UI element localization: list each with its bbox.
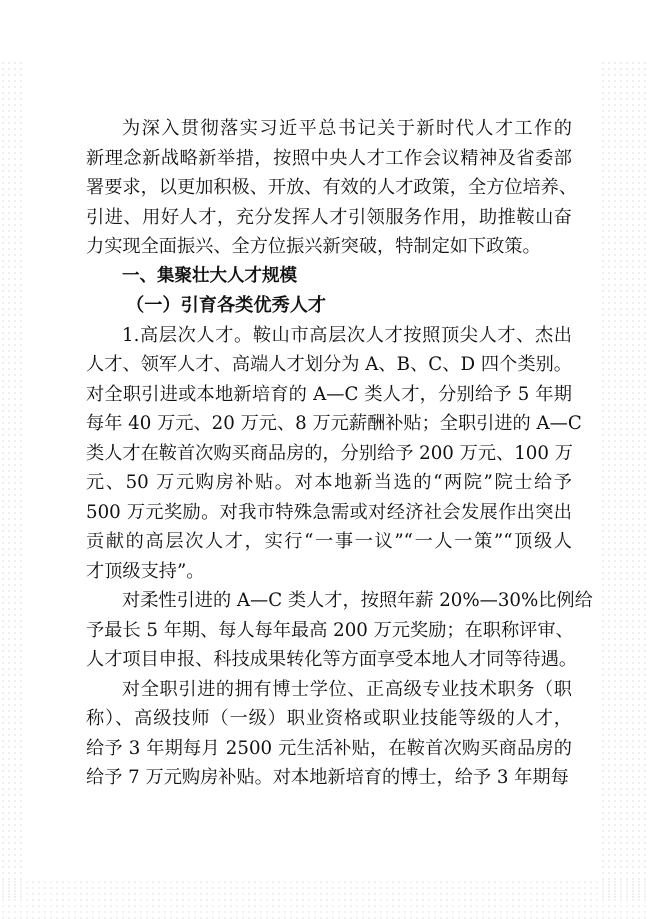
body-text-line: 贡献的高层次人才，实行“一事一议”“一人一策”“顶级人 — [86, 531, 572, 552]
subsection-heading: （一）引育各类优秀人才 — [126, 295, 327, 316]
body-text-line: 对柔性引进的 A—C 类人才，按照年薪 20%—30%比例给 — [122, 590, 593, 611]
body-text-line: 才顶级支持”。 — [86, 560, 205, 582]
body-text-line: 类人才在鞍首次购买商品房的，分别给予 200 万元、100 万 — [86, 442, 573, 464]
body-text-line: 人才项目申报、科技成果转化等方面享受本地人才同等待遇。 — [86, 649, 578, 670]
body-text-line: 予最长 5 年期、每人每年最高 200 万元奖励；在职称评审、 — [86, 619, 574, 641]
body-text-line: 500 万元奖励。对我市特殊急需或对经济社会发展作出突出 — [86, 501, 572, 523]
document-body — [86, 114, 593, 793]
body-text-line: 每年 40 万元、20 万元、8 万元薪酬补贴；全职引进的 A—C — [86, 413, 582, 434]
body-text-line: 力实现全面振兴、全方位振兴新突破，特制定如下政策。 — [86, 236, 541, 257]
body-text-line: 为深入贯彻落实习近平总书记关于新时代人才工作的 — [122, 118, 572, 139]
body-text-line: 署要求，以更加积极、开放、有效的人才政策，全方位培养、 — [86, 177, 578, 198]
body-text-line: 新理念新战略新举措，按照中央人才工作会议精神及省委部 — [86, 147, 572, 169]
section-heading: 一、集聚壮大人才规模 — [122, 265, 297, 286]
body-text-line: 对全职引进的拥有博士学位、正高级专业技术职务（职 — [122, 678, 572, 700]
scan-texture-right — [600, 60, 650, 900]
body-text-line: 1.高层次人才。鞍山市高层次人才按照顶尖人才、杰出 — [122, 324, 572, 346]
body-text-line: 称）、高级技师（一级）职业资格或职业技能等级的人才， — [86, 708, 572, 729]
body-text-line: 给予 7 万元购房补贴。对本地新培育的博士，给予 3 年期每 — [86, 767, 569, 788]
body-text-line: 引进、用好人才，充分发挥人才引领服务作用，助推鞍山奋 — [86, 206, 572, 228]
body-text-line: 人才、领军人才、高端人才划分为 A、B、C、D 四个类别。 — [86, 354, 572, 375]
scan-texture-bottom — [0, 879, 650, 919]
body-text-line: 给予 3 年期每月 2500 元生活补贴，在鞍首次购买商品房的 — [86, 737, 572, 759]
body-text-line: 对全职引进或本地新培育的 A—C 类人才，分别给予 5 年期 — [86, 383, 572, 405]
scan-texture-left — [0, 60, 26, 900]
body-text-line: 元、50 万元购房补贴。对本地新当选的“两院”院士给予 — [86, 472, 572, 493]
